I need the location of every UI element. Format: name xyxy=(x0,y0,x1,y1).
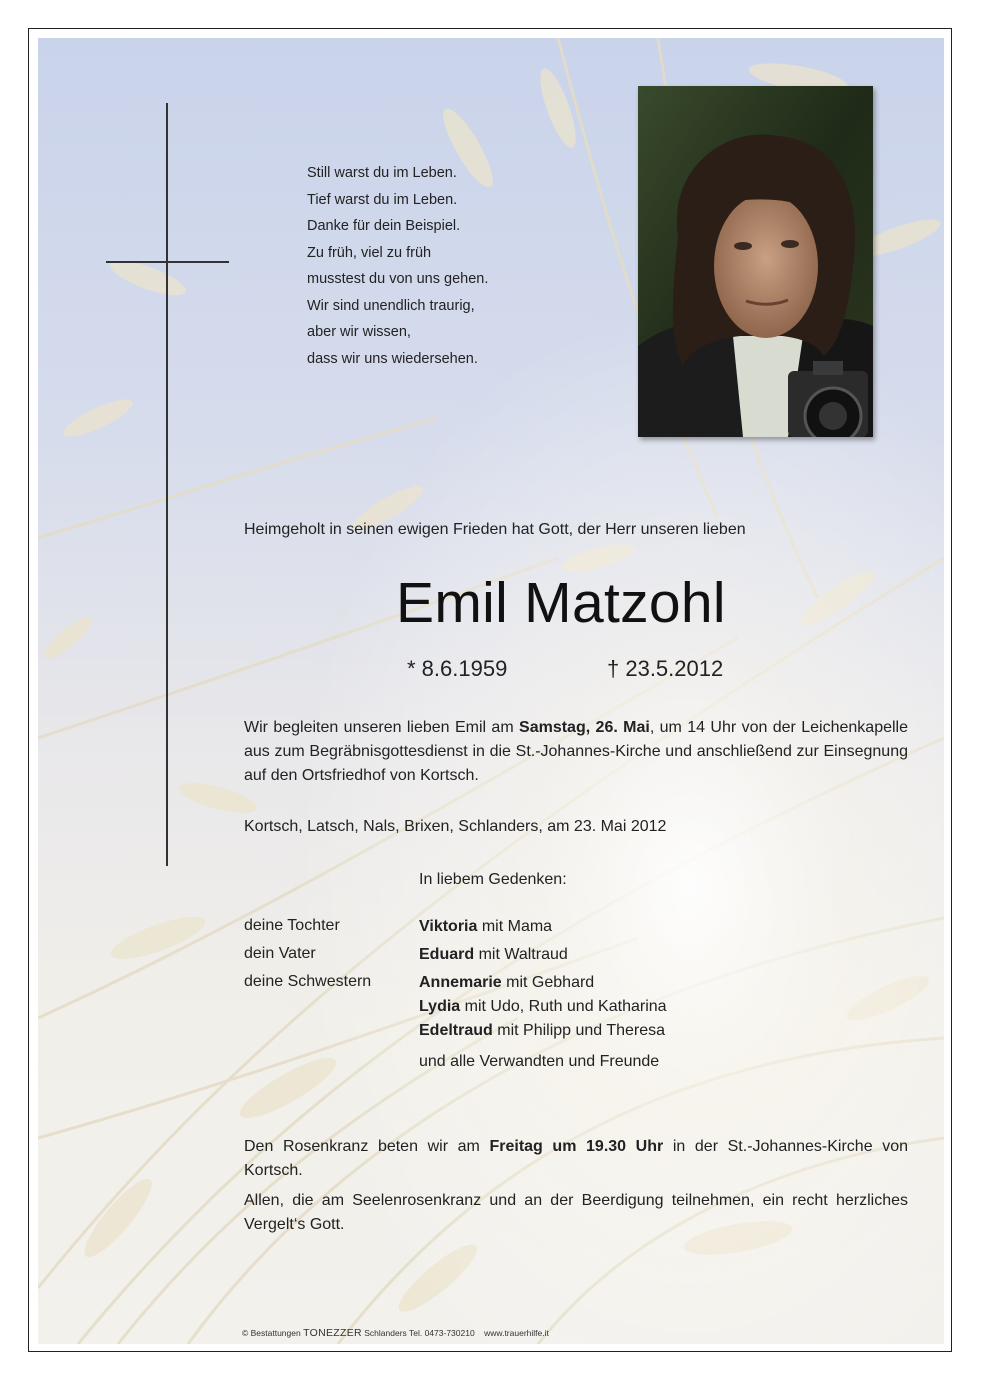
poem-line: musstest du von uns gehen. xyxy=(307,271,489,287)
relative-name-line: Viktoria mit Mama xyxy=(419,918,553,935)
funeral-date: Samstag, 26. Mai xyxy=(519,719,650,736)
footer-phone: Schlanders Tel. 0473-730210 xyxy=(361,1328,475,1338)
death-date: † 23.5.2012 xyxy=(607,656,724,681)
relative-name-line: Edeltraud mit Philipp und Theresa xyxy=(419,1022,666,1039)
poem-line: Zu früh, viel zu früh xyxy=(307,244,432,261)
funeral-paragraph xyxy=(244,716,908,788)
footer xyxy=(242,1327,549,1339)
rosary-text-start: Den Rosenkranz beten wir am xyxy=(244,1138,490,1155)
rosary-paragraph xyxy=(244,1135,908,1183)
poem-line: Danke für dein Beispiel. xyxy=(307,218,461,234)
intro-text: Heimgeholt in seinen ewigen Frieden hat Gott, der Herr unseren lieben xyxy=(244,521,746,538)
relative-label: deine Schwestern xyxy=(244,973,372,990)
birth-date: * 8.6.1959 xyxy=(407,656,508,681)
poem-line: Wir sind unendlich traurig, xyxy=(307,297,475,314)
relative-label: dein Vater xyxy=(244,945,316,962)
footer-prefix: © Bestattungen xyxy=(242,1328,304,1338)
memory-heading: In liebem Gedenken: xyxy=(419,871,567,888)
poem-line: Still warst du im Leben. xyxy=(307,165,457,181)
place-date: Kortsch, Latsch, Nals, Brixen, Schlanders, am 23. Mai 2012 xyxy=(244,818,667,835)
poem xyxy=(307,160,488,372)
portrait-photo xyxy=(638,86,873,437)
relative-name-line: Annemarie mit Gebhard xyxy=(419,974,595,991)
relative-names xyxy=(419,915,552,939)
footer-brand: TONEZZER xyxy=(303,1327,362,1339)
funeral-text-end: , um 14 Uhr von der Leichenkapelle aus zum Begräbnisgottesdienst in die St.-Johannes-Kirche und anschließend zur Einsegnung auf den Ortsfriedhof von Kortsch. xyxy=(244,719,909,784)
thanks-paragraph: Allen, die am Seelenrosenkranz und an der Beerdigung teilnehmen, ein recht herzliches Vergelt‘s Gott. xyxy=(244,1192,908,1233)
deceased-name: Emil Matzohl xyxy=(396,571,726,635)
poem-line: aber wir wissen, xyxy=(307,324,411,340)
poem-line: Tief warst du im Leben. xyxy=(307,191,458,208)
cross-icon-vertical xyxy=(166,103,168,866)
funeral-text-start: Wir begleiten unseren lieben Emil am xyxy=(244,719,520,736)
relative-names xyxy=(419,943,568,967)
footer-url[interactable]: www.trauerhilfe.it xyxy=(484,1328,549,1338)
all-relatives: und alle Verwandten und Freunde xyxy=(419,1053,660,1070)
cross-icon-horizontal xyxy=(106,261,229,263)
relative-names xyxy=(419,971,667,1043)
rosary-text-end: in der St.-Johannes-Kirche von Kortsch. xyxy=(244,1138,908,1179)
rosary-time: Freitag um 19.30 Uhr xyxy=(489,1138,664,1155)
poem-line: dass wir uns wiedersehen. xyxy=(307,350,478,367)
relative-name-line: Lydia mit Udo, Ruth und Katharina xyxy=(419,998,667,1015)
relative-name-line: Eduard mit Waltraud xyxy=(419,946,568,963)
relative-label: deine Tochter xyxy=(244,917,340,934)
